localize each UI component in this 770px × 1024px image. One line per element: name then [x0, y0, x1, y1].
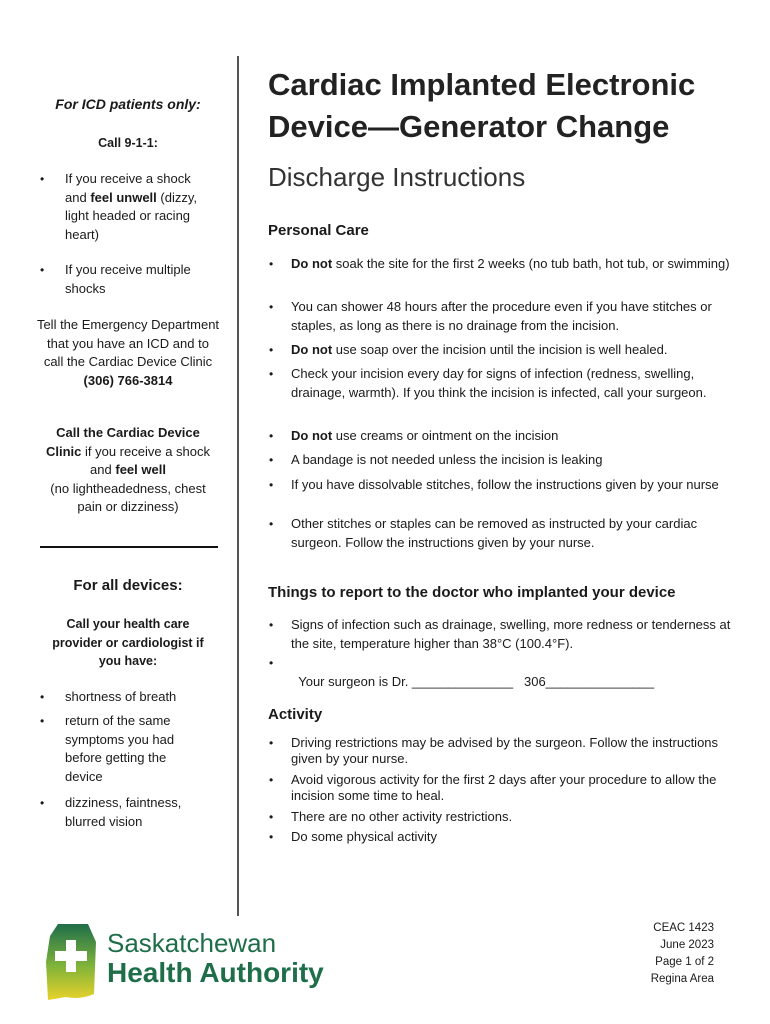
call-911-heading: Call 9-1-1:	[98, 136, 158, 150]
personal-care-item: • You can shower 48 hours after the procedure even if you have stitches or staples, as long as there is no drainage from the incision.	[269, 299, 712, 333]
section-divider	[40, 546, 218, 548]
sha-logo-icon	[44, 922, 100, 1002]
symptom-item: • dizziness, faintness, blurred vision	[40, 795, 182, 829]
personal-care-item: • A bandage is not needed unless the incision is leaking	[291, 451, 736, 470]
activity-item: • Avoid vigorous activity for the first 2 days after your procedure to allow the incision some time to heal.	[269, 772, 717, 803]
bullet-icon: •	[40, 172, 45, 186]
bullet-icon: •	[40, 796, 45, 810]
form-date: June 2023	[660, 939, 714, 951]
call-provider-heading: Call your health care provider or cardiologist if you have:	[52, 617, 204, 668]
symptom-item: • shortness of breath	[65, 688, 215, 707]
bullet-icon: •	[269, 453, 274, 467]
column-divider	[237, 56, 239, 916]
bullet-icon: •	[269, 830, 274, 844]
activity-item: • There are no other activity restrictions.	[291, 808, 736, 827]
page-number: Page 1 of 2	[655, 956, 714, 968]
document-title: Cardiac Implanted Electronic Device—Generator Change	[268, 67, 696, 144]
tell-emergency-text: Tell the Emergency Department that you have an ICD and to call the Cardiac Device Clinic (306) 766-3814	[28, 316, 228, 390]
document-meta	[651, 920, 714, 988]
personal-care-item: • Check your incision every day for signs of infection (redness, swelling, drainage, warmth). If you think the incision is infected, call your surgeon.	[269, 366, 707, 400]
bullet-icon: •	[40, 690, 45, 704]
document-subtitle: Discharge Instructions	[268, 162, 526, 192]
bullet-icon: •	[269, 478, 274, 492]
bullet-icon: •	[269, 367, 274, 381]
bullet-icon: •	[269, 517, 274, 531]
bullet-icon: •	[269, 810, 274, 824]
form-code: CEAC 1423	[653, 922, 714, 934]
bullet-icon: •	[269, 429, 274, 443]
region: Regina Area	[650, 973, 714, 985]
bullet-icon: •	[269, 300, 274, 314]
bullet-icon: •	[269, 773, 274, 787]
activity-heading: Activity	[268, 706, 323, 723]
personal-care-heading: Personal Care	[268, 222, 369, 239]
bullet-icon: •	[269, 656, 274, 670]
activity-item: • Do some physical activity	[291, 828, 736, 847]
bullet-icon: •	[269, 343, 274, 357]
icd-bullet-1: • If you receive a shock and feel unwell (dizzy, light headed or racing heart)	[40, 171, 197, 242]
personal-care-item: • Do not use soap over the incision until the incision is well healed.	[291, 341, 736, 360]
activity-item: • Driving restrictions may be advised by the surgeon. Follow the instructions given by your nurse.	[269, 735, 719, 766]
all-devices-heading: For all devices:	[73, 577, 183, 594]
personal-care-item: • Other stitches or staples can be removed as instructed by your cardiac surgeon. Follow the instructions given by your nurse.	[269, 516, 698, 550]
clinic-phone: (306) 766-3814	[83, 372, 173, 388]
org-name-line1: Saskatchewan	[107, 928, 277, 958]
call-clinic-text: Call the Cardiac Device Clinic if you receive a shock and feel well (no lightheadedness, chest pain or dizziness)	[45, 425, 211, 514]
icd-bullet-2: • If you receive multiple shocks	[40, 262, 191, 296]
bullet-icon: •	[269, 736, 274, 750]
report-item-surgeon: • Your surgeon is Dr. ______________ 306_______________	[269, 656, 655, 689]
personal-care-item: • Do not use creams or ointment on the incision	[291, 427, 736, 446]
org-name-line2: Health Authority	[107, 957, 324, 988]
bullet-icon: •	[269, 257, 274, 271]
symptom-item: • return of the same symptoms you had before getting the device	[40, 713, 175, 784]
bullet-icon: •	[40, 263, 45, 277]
personal-care-item: • If you have dissolvable stitches, follow the instructions given by your nurse	[291, 476, 736, 495]
personal-care-item: • Do not soak the site for the first 2 weeks (no tub bath, hot tub, or swimming)	[291, 255, 736, 274]
report-item: • Signs of infection such as drainage, swelling, more redness or tenderness at the site, temperature higher than 38°C (100.4°F).	[269, 617, 731, 651]
bullet-icon: •	[40, 714, 45, 728]
bullet-icon: •	[269, 618, 274, 632]
icd-title: For ICD patients only:	[55, 96, 201, 112]
report-heading: Things to report to the doctor who implanted your device	[268, 584, 676, 601]
